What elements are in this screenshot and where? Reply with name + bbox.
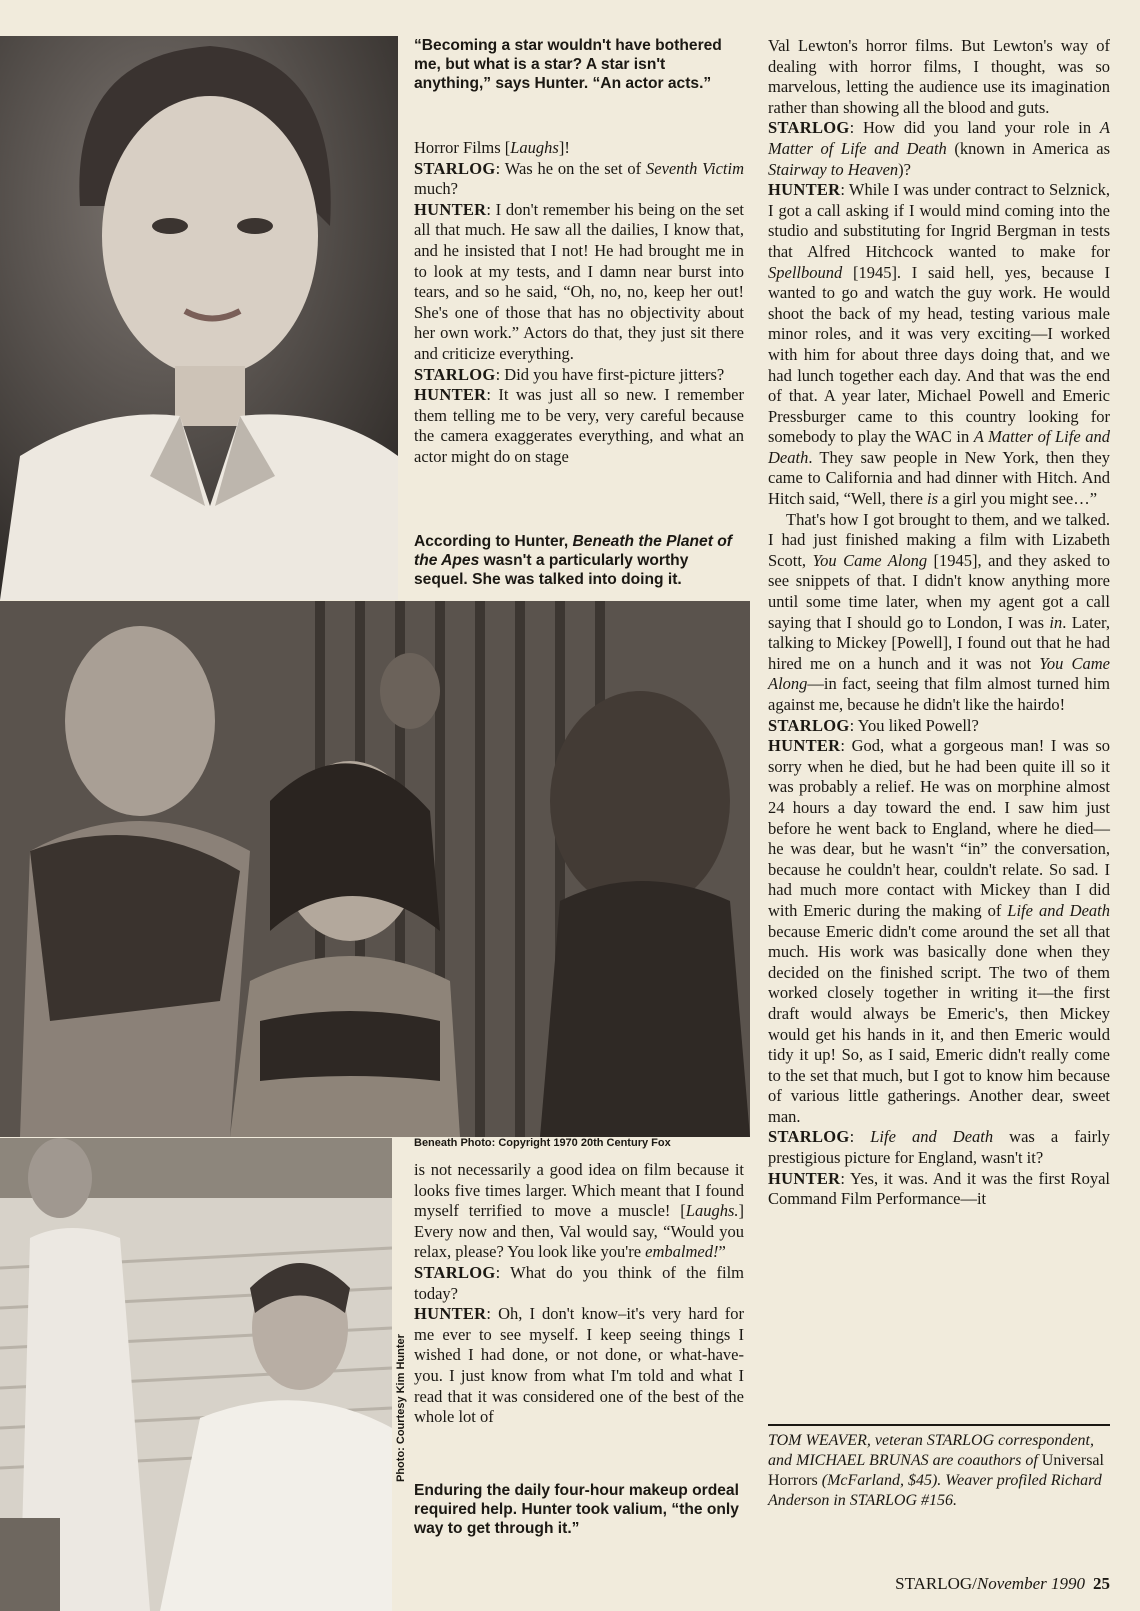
page-number: 25 (1093, 1574, 1110, 1593)
interview-answer: HUNTER: Yes, it was. And it was the first Royal Command Film Performance—it (768, 1168, 1110, 1209)
copyright-credit: Beneath Photo: Copyright 1970 20th Century Fox (414, 1137, 671, 1149)
interview-question: STARLOG: Did you have first-picture jitters? (414, 364, 725, 384)
magazine-name: STARLOG/ (895, 1574, 977, 1593)
interview-answer: HUNTER: While I was under contract to Selznick, I got a call asking if I would mind coming into the studio and substituting for Ingrid Bergman in tests that Alfred Hitchcock wanted to make for Spellbound [1945]. I said hell, yes, because I wanted to go and watch the guy work. He would shoot the back of my head, testing various male minor roles, and it was very exciting—I worked with him for about three days doing that, and we had lunch together each day. And that was the end of that. A year later, Michael Powell and Emeric Pressburger came to this country looking for somebody to play the WAC in A Matter of Life and Death. They saw people in New York, then they came to California and had dinner with Hitch. And Hitch said, “Well, there is a girl you might see…” (768, 180, 1110, 509)
issue-date: November 1990 (976, 1574, 1085, 1593)
interview-answer: HUNTER: I don't remember his being on the set all that much. He saw all the dailies, I know that, and he insisted that I not! He had brought me in to look at my tests, and I damn near burst into tears, and so he said, “Oh, no, no, keep her out! She's one of those that has no objectivity about her own work.” Actors do that, they just sit there and criticize everything. (414, 199, 744, 363)
interview-answer: HUNTER: It was just all so new. I remember them telling me to be very, very careful because the camera exaggerates everything, and what an actor might do on stage (414, 385, 744, 466)
article-column-middle-top (414, 138, 744, 468)
interview-question: STARLOG: Life and Death was a fairly prestigious picture for England, wasn't it? (768, 1127, 1111, 1168)
page-footer (895, 1574, 1110, 1594)
interview-answer: HUNTER: Oh, I don't know–it's very hard for me ever to see myself. I keep seeing things I wished I had done, or not done, or what-have-you. I just know from what I'm told and what I read that it was considered one of the best of the whole lot of (414, 1304, 744, 1427)
interview-question: STARLOG: What do you think of the film today? (414, 1262, 744, 1303)
bio-divider (768, 1424, 1110, 1426)
article-column-right (768, 36, 1110, 1210)
interview-answer: HUNTER: God, what a gorgeous man! I was so sorry when he died, but he had been quite ill so it was probably a relief. He was on morphine almost 24 hours a day toward the end. I saw him just before he went back to England, where he died—he was dear, but he wasn't “in” the conversation, because he couldn't hear, couldn't relate. So sad. I had much more contact with Mickey than I did with Emeric during the making of Life and Death because Emeric didn't come around the set all that much. His work was basically done when they decided on the finished script. The two of them worked closely together in writing it—the first draft would always be Emeric's, then Mickey would get his hands in it, and then Emeric would tidy it up! So, as I said, Emeric didn't really come to the set that much, but I got to know him because of various little gatherings. Another dear, sweet man. (768, 736, 1110, 1126)
interview-question: STARLOG: How did you land your role in A Matter of Life and Death (known in America as Stairway to Heaven)? (768, 118, 1110, 179)
interview-question: STARLOG: You liked Powell? (768, 715, 979, 735)
apes-caption: According to Hunter, Beneath the Planet of the Apes wasn't a particularly worthy sequel. She was talked into doing it. (414, 533, 732, 588)
paragraph: Val Lewton's horror films. But Lewton's way of dealing with horror films, I thought, was so marvelous, letting the audience use its imagination rather than showing all the blood and guts. (768, 36, 1110, 117)
article-column-middle-bottom (414, 1160, 744, 1428)
photo-credit: Photo: Courtesy Kim Hunter (395, 1334, 407, 1482)
paragraph: is not necessarily a good idea on film because it looks five times larger. Which meant that I found myself terrified to move a muscle! [Laughs.] Every now and then, Val would say, “Would you relax, please? You look like you're embalmed!” (414, 1160, 744, 1262)
interview-question: STARLOG: Was he on the set of Seventh Victim much? (414, 158, 745, 199)
pull-quote-caption: “Becoming a star wouldn't have bothered me, but what is a star? A star isn't anything,” says Hunter. “An actor acts.” (414, 37, 722, 92)
portrait-photo (0, 36, 398, 600)
makeup-caption: Enduring the daily four-hour makeup ordeal required help. Hunter took valium, “the only way to get through it.” (414, 1482, 739, 1537)
paragraph: Horror Films [Laughs]! (414, 138, 570, 157)
apes-still-photo (0, 601, 750, 1137)
makeup-photo (0, 1138, 392, 1611)
paragraph: That's how I got brought to them, and we talked. I had just finished making a film with Lizabeth Scott, You Came Along [1945], and they asked to see snippets of that. I didn't know anything more until some time later, when my agent got a call saying that I should go to London, I was in. Later, talking to Mickey [Powell], I found out that he had hired me on a hunch and it was not You Came Along—in fact, seeing that film almost turned him against me, because he didn't like the hairdo! (768, 509, 1111, 714)
author-bio: TOM WEAVER, veteran STARLOG correspondent, and MICHAEL BRUNAS are coauthors of Universal Horrors (McFarland, $45). Weaver profiled Richard Anderson in STARLOG #156. (768, 1432, 1104, 1509)
